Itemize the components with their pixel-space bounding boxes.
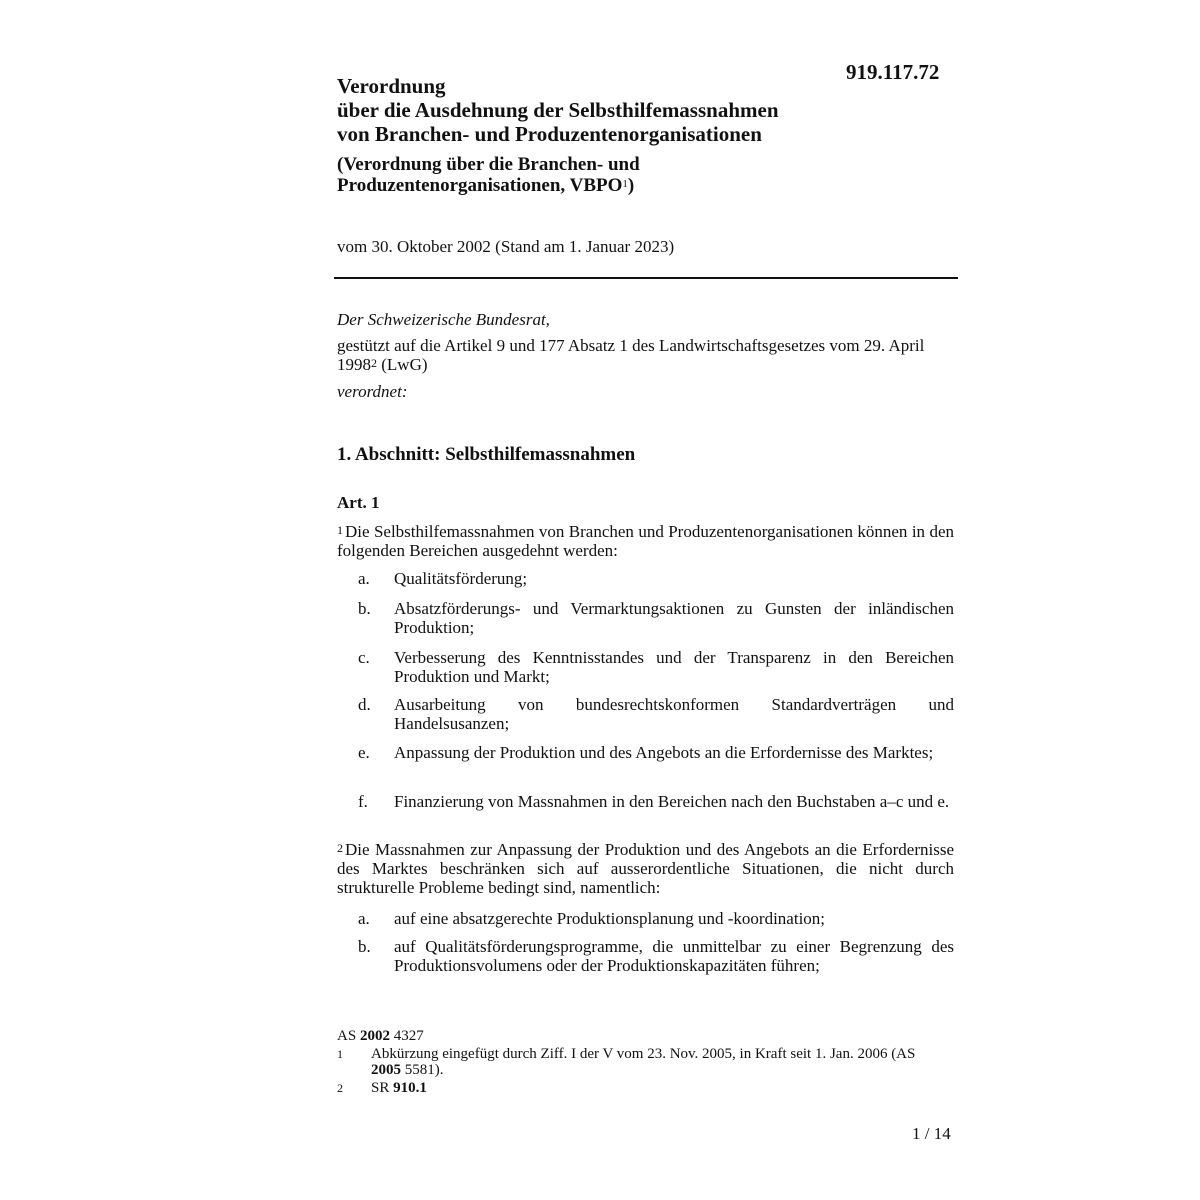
title-line: von Branchen- und Produzentenorganisationen bbox=[337, 122, 762, 146]
footnote-prefix: SR bbox=[371, 1080, 394, 1096]
list-item-text: auf eine absatzgerechte Produktionsplanung und -koordination; bbox=[394, 909, 826, 928]
paragraph-1 bbox=[337, 522, 954, 560]
subtitle-line: (Verordnung über die Branchen- und bbox=[337, 154, 640, 175]
title-line: über die Ausdehnung der Selbsthilfemassnahmen bbox=[337, 98, 779, 122]
list-item bbox=[337, 792, 954, 811]
paragraph-number: 1 bbox=[337, 523, 343, 537]
list-item-text: Ausarbeitung von bundesrechtskonformen Standardverträgen und Handelsusanzen; bbox=[394, 695, 954, 733]
subtitle-close: ) bbox=[627, 175, 635, 196]
paragraph-number: 2 bbox=[337, 841, 343, 855]
as-year: 2002 bbox=[359, 1028, 390, 1044]
footnote-tail: 5581). bbox=[401, 1062, 444, 1078]
list-item-label: d. bbox=[358, 695, 371, 714]
article-heading: Art. 1 bbox=[337, 493, 380, 512]
list-item-text: Qualitätsförderung; bbox=[394, 569, 528, 588]
footnote-number: 1 bbox=[337, 1047, 343, 1061]
intro-basis bbox=[337, 336, 957, 374]
list-item bbox=[337, 648, 954, 686]
document-subtitle bbox=[337, 154, 897, 196]
list-item-label: b. bbox=[358, 937, 371, 956]
list-item-label: c. bbox=[358, 648, 370, 667]
as-page: 4327 bbox=[389, 1028, 424, 1044]
list-item-label: b. bbox=[358, 599, 371, 618]
footnote-ref-2[interactable]: 2 bbox=[371, 356, 377, 370]
list-item-text: Anpassung der Produktion und des Angebots an die Erfordernisse des Marktes; bbox=[394, 743, 934, 762]
intro-decree: verordnet: bbox=[337, 382, 408, 401]
list-item bbox=[337, 909, 954, 928]
subtitle-text: Produzentenorganisationen, VBPO bbox=[337, 175, 623, 196]
list-item bbox=[337, 599, 954, 637]
paragraph-text: Die Selbsthilfemassnahmen von Branchen und Produzentenorganisationen können in den folgenden Bereichen ausgedehnt werden: bbox=[337, 522, 954, 560]
footnote-text-main: Abkürzung eingefügt durch Ziff. I der V vom 23. Nov. 2005, in Kraft seit 1. Jan. 2006 (AS bbox=[371, 1046, 916, 1062]
intro-basis-text: gestützt auf die Artikel 9 und 177 Absatz 1 des Landwirtschaftsgesetzes vom 29. April 1998 bbox=[337, 336, 925, 374]
official-collection-ref bbox=[337, 1028, 424, 1044]
page-number: 1 / 14 bbox=[912, 1124, 951, 1143]
list-item-text: auf Qualitätsförderungsprogramme, die unmittelbar zu einer Begrenzung des Produktionsvolumens oder der Produktionskapazitäten führen; bbox=[394, 937, 954, 975]
list-item-text: Finanzierung von Massnahmen in den Bereichen nach den Buchstaben a–c und e. bbox=[394, 792, 950, 811]
footnote-1 bbox=[337, 1046, 937, 1078]
footnote-ref: 910.1 bbox=[393, 1080, 427, 1096]
intro-basis-suffix: (LwG) bbox=[377, 355, 428, 374]
footnote-number: 2 bbox=[337, 1081, 343, 1095]
footnote-year: 2005 bbox=[371, 1062, 401, 1078]
subtitle-line bbox=[337, 175, 897, 196]
list-item bbox=[337, 743, 954, 762]
list-item-label: a. bbox=[358, 569, 370, 588]
sr-number: 919.117.72 bbox=[846, 60, 940, 84]
footnote-text bbox=[371, 1046, 937, 1078]
list-item-text: Absatzförderungs- und Vermarktungsaktionen zu Gunsten der inländischen Produktion; bbox=[394, 599, 954, 637]
list-item-label: e. bbox=[358, 743, 370, 762]
list-item bbox=[337, 695, 954, 733]
title-line: Verordnung bbox=[337, 74, 446, 98]
footnote-2 bbox=[337, 1080, 937, 1096]
footnote-text bbox=[371, 1080, 937, 1096]
list-item-text: Verbesserung des Kenntnisstandes und der Transparenz in den Bereichen Produktion und Markt; bbox=[394, 648, 954, 686]
footnote-ref-1[interactable]: 1 bbox=[622, 178, 628, 190]
list-item-label: f. bbox=[358, 792, 368, 811]
list-item bbox=[337, 937, 954, 975]
intro-authority: Der Schweizerische Bundesrat, bbox=[337, 310, 550, 329]
list-item bbox=[337, 569, 954, 588]
as-prefix: AS bbox=[337, 1028, 360, 1044]
section-heading: 1. Abschnitt: Selbsthilfemassnahmen bbox=[337, 444, 636, 465]
header-divider bbox=[334, 277, 958, 279]
document-title bbox=[337, 74, 897, 146]
list-item-label: a. bbox=[358, 909, 370, 928]
paragraph-2 bbox=[337, 840, 954, 897]
document-date: vom 30. Oktober 2002 (Stand am 1. Januar 2023) bbox=[337, 237, 675, 256]
paragraph-text: Die Massnahmen zur Anpassung der Produktion und des Angebots an die Erfordernisse des Marktes beschränken sich auf ausserordentliche Situationen, die nicht durch strukturelle Probleme bedingt sind, namentlich: bbox=[337, 840, 954, 897]
